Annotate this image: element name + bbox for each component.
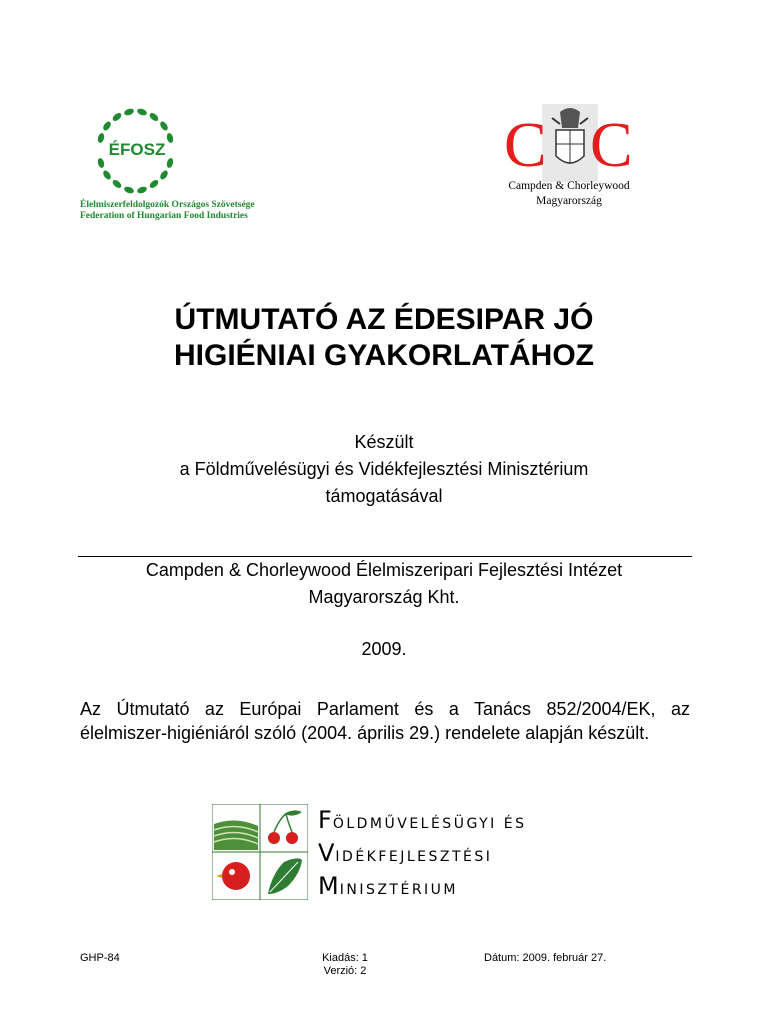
efosz-logo-text: ÉFOSZ	[108, 140, 166, 159]
institute-line1: Campden & Chorleywood Élelmiszeripari Fejlesztési Intézet	[145, 560, 623, 580]
regulation-statement	[80, 697, 690, 745]
ministry-line2-rest: IDÉKFEJLESZTÉSI	[335, 849, 493, 865]
efosz-caption-hu: Élelmiszerfeldolgozók Országos Szövetsége	[80, 200, 255, 210]
ministry-line2-cap: V	[318, 839, 336, 867]
efosz-caption-en: Federation of Hungarian Food Industries	[80, 211, 248, 221]
footer-version: Verzió: 2	[323, 965, 367, 977]
institute-line2: Magyarország Kht.	[308, 587, 460, 607]
statement-line2: élelmiszer-higiéniáról szóló (2004. április 29.) rendelete alapján készült.	[80, 723, 650, 743]
cc-letter-right: C	[590, 109, 633, 180]
cc-caption-line1: Campden & Chorleywood	[508, 180, 630, 192]
title-line1: ÚTMUTATÓ AZ ÉDESIPAR JÓ	[174, 303, 594, 336]
prepared-line1: Készült	[354, 432, 414, 452]
ministry-name-line3	[318, 872, 458, 900]
ministry-line3-rest: INISZTÉRIUM	[339, 882, 459, 898]
footer-date: Dátum: 2009. február 27.	[484, 952, 607, 964]
prepared-line2: a Földművelésügyi és Vidékfejlesztési Minisztérium	[179, 459, 589, 479]
efosz-caption	[80, 200, 255, 222]
year: 2009.	[361, 639, 407, 659]
title-line2: HIGIÉNIAI GYAKORLATÁHOZ	[173, 339, 594, 372]
prepared-line3: támogatásával	[325, 486, 443, 506]
horizontal-rule	[78, 556, 692, 557]
document-title	[0, 302, 768, 374]
cc-letter-left: C	[504, 109, 547, 180]
ministry-name-line1	[318, 806, 526, 834]
ministry-line3-cap: M	[318, 872, 340, 900]
cc-caption-line2: Magyarország	[536, 195, 602, 207]
footer-code: GHP-84	[80, 952, 120, 964]
ministry-logo	[212, 804, 308, 900]
footer-edition: Kiadás: 1	[322, 952, 368, 964]
statement-line1: Az Útmutató az Európai Parlament és a Tanács 852/2004/EK, az	[80, 699, 690, 719]
field-icon	[214, 820, 258, 850]
ministry-line1-rest: ÖLDMŰVELÉSÜGYI ÉS	[332, 816, 527, 832]
ministry-name-line2	[318, 839, 492, 867]
ministry-line1-cap: F	[318, 806, 333, 834]
